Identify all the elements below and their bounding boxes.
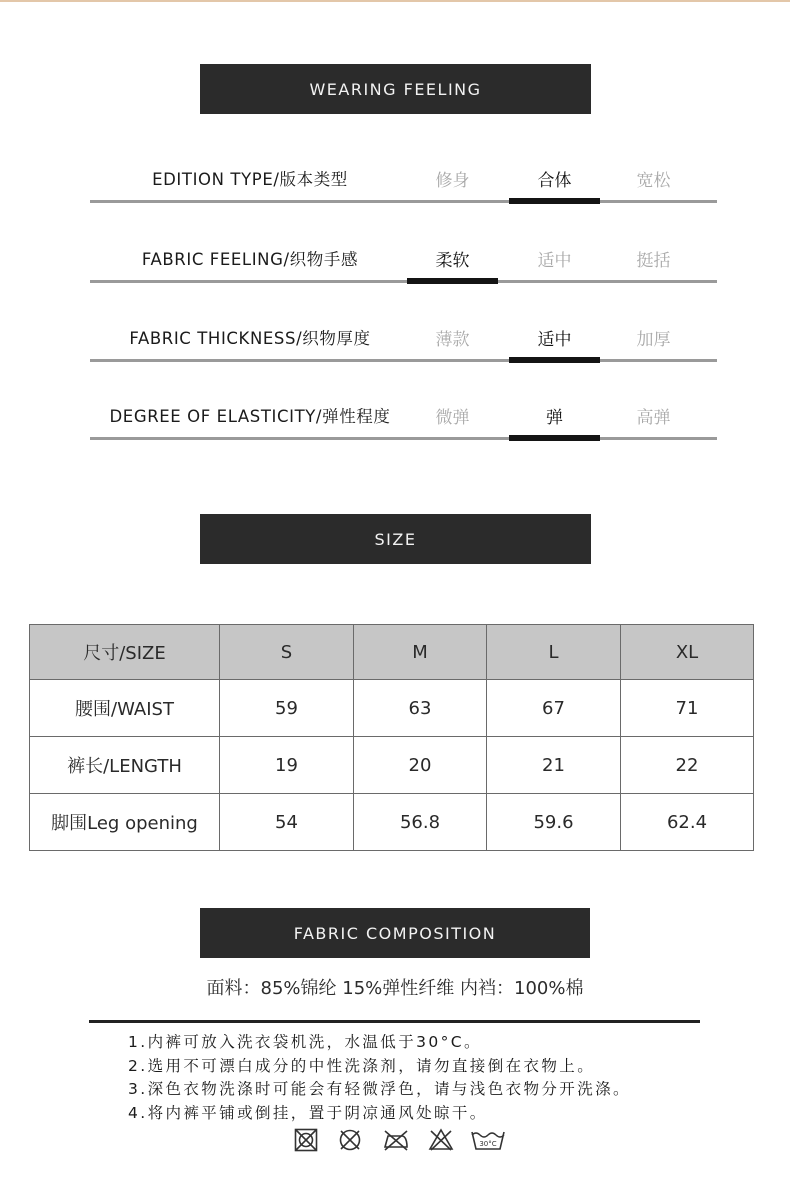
feeling-label: FABRIC THICKNESS/织物厚度 <box>129 329 371 348</box>
care-instruction: 3.深色衣物洗涤时可能会有轻微浮色，请与浅色衣物分开洗涤。 <box>128 1080 631 1098</box>
feeling-label: FABRIC FEELING/织物手感 <box>141 250 359 269</box>
section-title: SIZE <box>374 529 417 549</box>
size-table <box>29 624 754 851</box>
feeling-option-selected: 弹 <box>546 408 563 428</box>
feeling-option: 适中 <box>537 251 572 271</box>
table-cell: 59.6 <box>487 794 621 851</box>
feeling-row-elasticity <box>90 395 717 445</box>
table-cell: 67 <box>487 680 621 737</box>
table-cell: 19 <box>220 737 354 794</box>
feeling-track <box>90 437 717 440</box>
column-header: L <box>487 625 621 680</box>
feeling-track <box>90 359 717 362</box>
table-cell: 22 <box>621 737 754 794</box>
row-label: 脚围Leg opening <box>30 794 220 851</box>
column-header: M <box>354 625 487 680</box>
fabric-composition-text: 面料：85%锦纶 15%弹性纤维 内裆：100%棉 <box>206 978 584 999</box>
feeling-row-fabric-thickness <box>90 317 717 367</box>
column-header: XL <box>621 625 754 680</box>
table-cell: 62.4 <box>621 794 754 851</box>
fabric-composition-banner <box>200 908 590 958</box>
feeling-option: 挺括 <box>636 251 671 271</box>
feeling-option: 修身 <box>435 171 470 191</box>
feeling-option: 宽松 <box>636 171 671 191</box>
feeling-selected-bar <box>407 278 498 284</box>
table-cell: 54 <box>220 794 354 851</box>
feeling-option: 高弹 <box>636 408 671 428</box>
top-accent-line <box>0 0 790 2</box>
feeling-label: DEGREE OF ELASTICITY/弹性程度 <box>109 407 391 426</box>
feeling-option: 加厚 <box>636 330 671 350</box>
feeling-option: 薄款 <box>435 330 470 350</box>
wearing-feeling-banner <box>200 64 591 114</box>
column-header: 尺寸/SIZE <box>30 625 220 680</box>
feeling-option-selected: 合体 <box>537 171 572 191</box>
section-title: FABRIC COMPOSITION <box>293 923 497 943</box>
table-cell: 59 <box>220 680 354 737</box>
table-row <box>30 794 754 851</box>
care-instruction: 4.将内裤平铺或倒挂，置于阴凉通风处晾干。 <box>128 1103 488 1122</box>
wash-30-icon <box>470 1128 506 1152</box>
do-not-iron-icon <box>382 1128 410 1152</box>
feeling-selected-bar <box>509 357 600 363</box>
care-instruction: 2.选用不可漂白成分的中性洗涤剂，请勿直接倒在衣物上。 <box>128 1056 596 1075</box>
feeling-selected-bar <box>509 435 600 441</box>
care-divider <box>89 1020 700 1023</box>
table-cell: 63 <box>354 680 487 737</box>
feeling-selected-bar <box>509 198 600 204</box>
feeling-row-fabric-feeling <box>90 238 717 288</box>
table-cell: 56.8 <box>354 794 487 851</box>
feeling-label: EDITION TYPE/版本类型 <box>152 170 348 189</box>
do-not-dry-clean-icon <box>338 1128 362 1152</box>
table-header-row <box>30 625 754 680</box>
do-not-tumble-dry-icon <box>294 1128 318 1152</box>
table-row <box>30 737 754 794</box>
table-cell: 71 <box>621 680 754 737</box>
feeling-row-edition-type <box>90 158 717 208</box>
feeling-option: 微弹 <box>435 408 470 428</box>
care-instruction: 1.内裤可放入洗衣袋机洗，水温低于30°C。 <box>128 1033 482 1051</box>
table-cell: 20 <box>354 737 487 794</box>
feeling-option-selected: 柔软 <box>435 251 470 271</box>
care-instructions-list <box>128 1031 728 1125</box>
feeling-option-selected: 适中 <box>537 330 572 350</box>
section-title: WEARING FEELING <box>309 79 482 99</box>
column-header: S <box>220 625 354 680</box>
table-cell: 21 <box>487 737 621 794</box>
size-banner <box>200 514 591 564</box>
wash-temp-label: 30°C <box>479 1140 497 1148</box>
feeling-track <box>90 200 717 203</box>
row-label: 裤长/LENGTH <box>30 737 220 794</box>
row-label: 腰围/WAIST <box>30 680 220 737</box>
table-row <box>30 680 754 737</box>
feeling-track <box>90 280 717 283</box>
care-icons <box>290 1128 520 1162</box>
do-not-bleach-icon <box>428 1128 454 1152</box>
